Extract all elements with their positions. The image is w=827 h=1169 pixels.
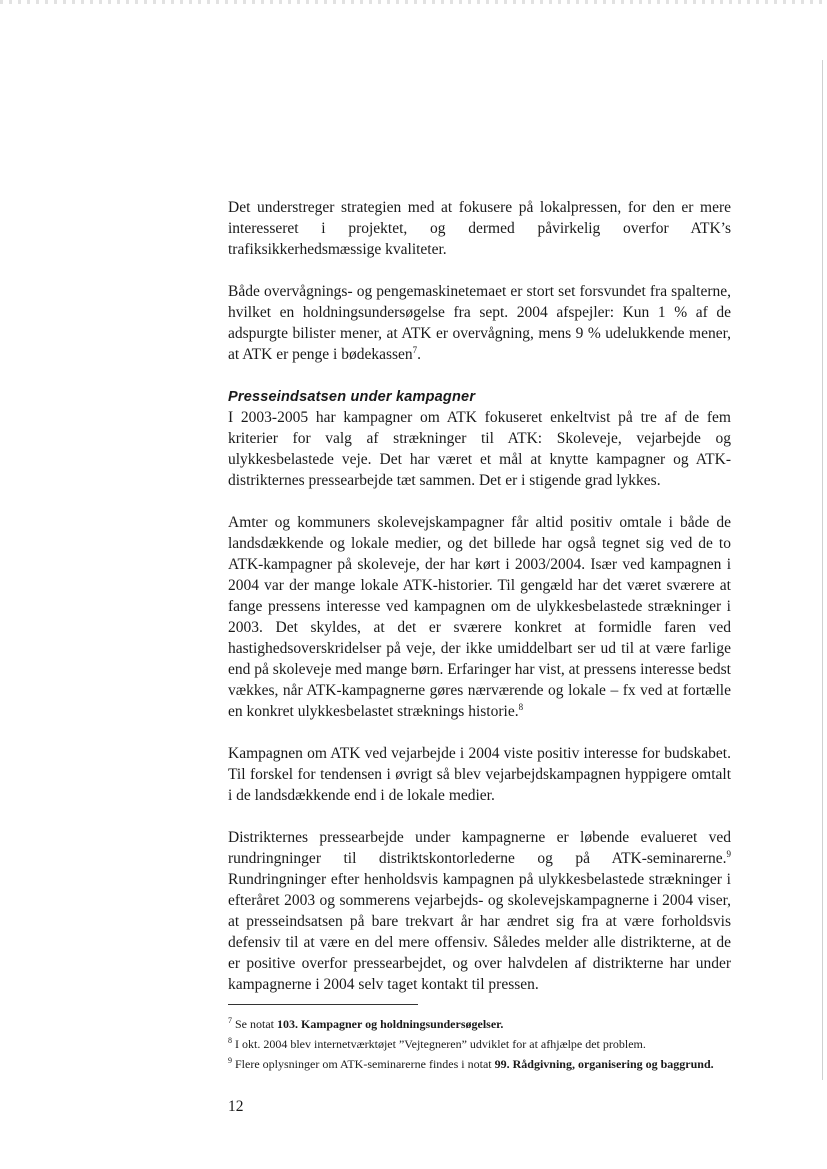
footnote-number: 9: [228, 1056, 232, 1065]
footnote-bold-text: 99. Rådgivning, organisering og baggrund.: [494, 1057, 714, 1071]
paragraph-6-text-a: Distrikternes pressearbejde under kampagnerne er løbende evalueret ved rundringninger til distriktskontorlederne og på ATK-seminarerne.: [228, 829, 731, 867]
scan-edge-right: [822, 60, 823, 1080]
scan-edge-top: [0, 0, 827, 4]
footnote-bold-text: 103. Kampagner og holdningsundersøgelser.: [277, 1017, 504, 1031]
footnotes: [228, 1016, 731, 1076]
footnote-7: [228, 1016, 731, 1032]
footnote-separator: [228, 1004, 418, 1005]
paragraph-6: [228, 827, 731, 995]
paragraph-2-end: .: [417, 346, 422, 363]
paragraph-4-text: Amter og kommuners skolevejskampagner får altid positiv omtale i både de landsdækkende og lokale medier, og det billede har også tegnet sig ved de to ATK-kampagner på skoleveje, der har kørt i 2003/2004. Især ved kampagnen i 2004 var der mange lokale ATK-historier. Til gengæld har det været sværere at fange pressens interesse ved kampagnen om de ulykkesbelastede strækninger i 2003. Det skyldes, at det er sværere konkret at formidle faren ved hastighedsoverskridelser på veje, der ikke umiddelbart ser ud til at være farlige end på skoleveje med mange børn. Erfaringer har vist, at pressens interesse bedst vækkes, når ATK-kampagnerne gøres nærværende og lokale – fx ved at fortælle en konkret ulykkesbelastet stræknings historie.: [228, 514, 731, 720]
page-number: 12: [228, 1098, 244, 1115]
footnote-text: I okt. 2004 blev internetværktøjet ”Vejtegneren” udviklet for at afhjælpe det problem.: [235, 1037, 646, 1051]
footnote-ref-8[interactable]: 8: [518, 702, 524, 712]
paragraph-6-text-b: Rundringninger efter henholdsvis kampagnen på ulykkesbelastede strækninger i efteråret 2003 og sommerens vejarbejds- og skolevejskampagnerne i 2004 viser, at presseindsatsen på bare trekvart år har ændret sig fra at være forholdsvis defensiv til at være en del mere offensiv. Således melder alle distrikterne, at de er positive overfor pressearbejdet, og over halvdelen af distrikterne har under kampagnerne i 2004 selv taget kontakt til pressen.: [228, 871, 731, 993]
footnote-8: [228, 1036, 731, 1052]
footnote-ref-9[interactable]: 9: [726, 849, 731, 859]
paragraph-1-text: Det understreger strategien med at fokusere på lokalpressen, for den er mere interesseret i projektet, og dermed påvirkelig overfor ATK’s trafiksikkerhedsmæssige kvaliteter.: [228, 199, 731, 258]
footnote-9: [228, 1056, 731, 1072]
paragraph-5: [228, 743, 731, 806]
section-heading: Presseindsatsen under kampagner: [228, 389, 476, 405]
footnote-ref-7[interactable]: 7: [412, 345, 418, 355]
paragraph-2-text: Både overvågnings- og pengemaskinetemaet er stort set forsvundet fra spalterne, hvilket en holdningsundersøgelse fra sept. 2004 afspejler: Kun 1 % af de adspurgte bilister mener, at ATK er overvågning, mens 9 % udelukkende mener, at ATK er penge i bødekassen: [228, 283, 731, 363]
paragraph-2: [228, 281, 731, 365]
footnote-number: 7: [228, 1016, 232, 1025]
footnote-text: Se notat: [235, 1017, 277, 1031]
paragraph-5-text: Kampagnen om ATK ved vejarbejde i 2004 viste positiv interesse for budskabet. Til forskel for tendensen i øvrigt så blev vejarbejdskampagnen hyppigere omtalt i de landsdækkende end i de lokale medier.: [228, 745, 731, 804]
paragraph-1: [228, 197, 731, 260]
body-text-column: [228, 197, 731, 995]
footnote-number: 8: [228, 1036, 232, 1045]
footnote-text: Flere oplysninger om ATK-seminarerne findes i notat: [235, 1057, 495, 1071]
paragraph-3: [228, 407, 731, 491]
paragraph-4: [228, 512, 731, 722]
paragraph-3-text: I 2003-2005 har kampagner om ATK fokuseret enkeltvist på tre af de fem kriterier for valg af strækninger til ATK: Skoleveje, vejarbejde og ulykkesbelastede veje. Det har været et mål at knytte kampagner og ATK-distrikternes pressearbejde tæt sammen. Det er i stigende grad lykkes.: [228, 409, 731, 489]
